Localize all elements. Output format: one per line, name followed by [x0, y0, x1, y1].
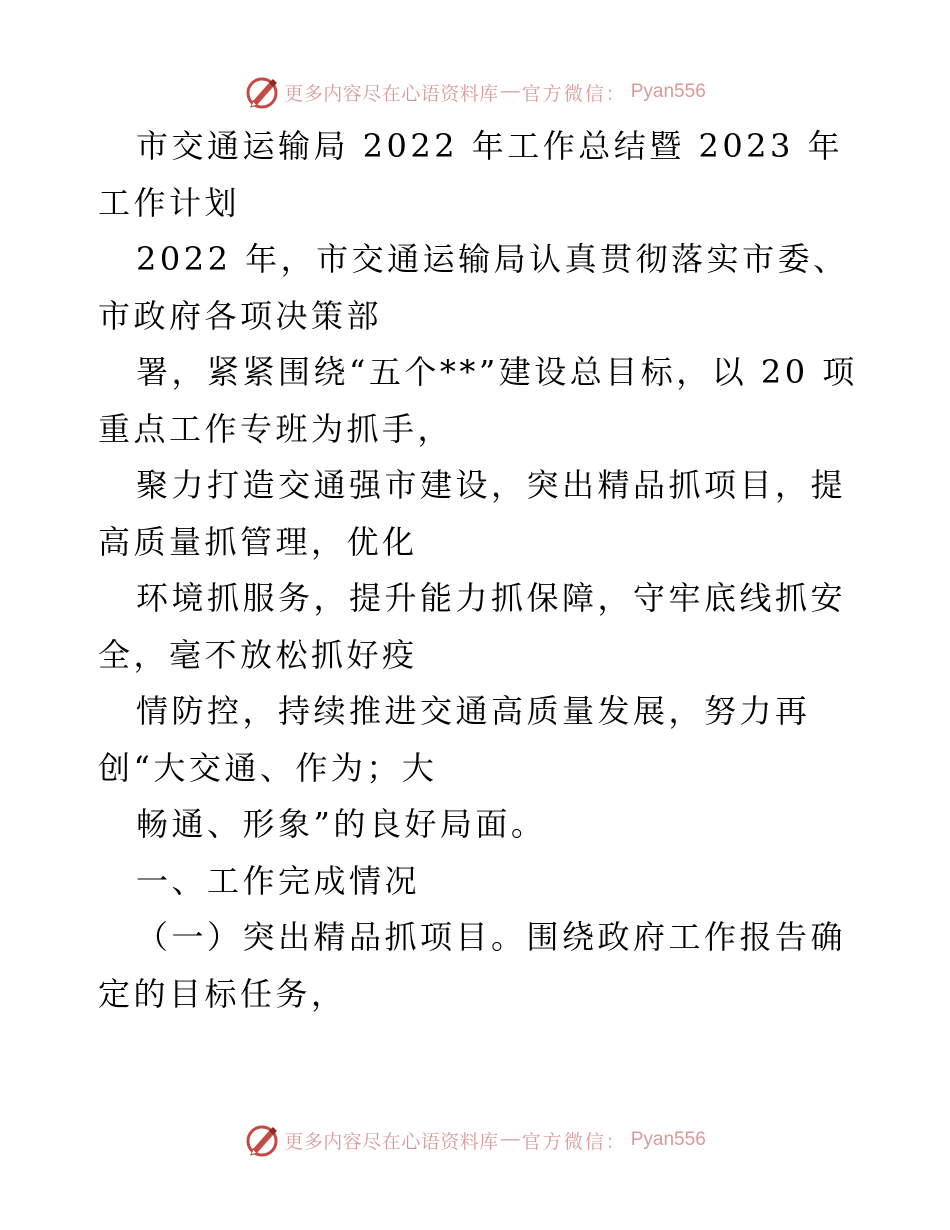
paragraph: 畅通、形象”的良好局面。: [136, 805, 547, 843]
paragraph: （一）突出精品抓项目。围绕政府工作报告确定的目标任务，: [98, 918, 847, 1013]
paragraph: 环境抓服务，提升能力抓保障，守牢底线抓安全，毫不放松抓好疫: [98, 579, 847, 674]
banner-contact: 官方微信：: [521, 82, 627, 105]
paragraph: 聚力打造交通强市建设，突出精品抓项目，提高质量抓管理，优化: [98, 466, 847, 561]
pen-logo-icon: [244, 1122, 280, 1158]
section-heading: 一、工作完成情况: [136, 861, 421, 900]
document-title: 市交通运输局 2022 年工作总结暨 2023 年工作计划: [98, 127, 844, 222]
paragraph: 2022 年，市交通运输局认真贯彻落实市委、市政府各项决策部: [98, 240, 849, 335]
banner-contact: 官方微信：: [521, 1130, 627, 1153]
paragraph: 情防控，持续推进交通高质量发展，努力再创“大交通、作为；大: [98, 692, 811, 787]
banner-wechat-id: Pyan556: [630, 1129, 706, 1150]
banner-wechat-id: Pyan556: [630, 81, 706, 102]
header-banner: [0, 72, 950, 112]
paragraph: 署，紧紧围绕“五个**”建设总目标，以 20 项重点工作专班为抓手，: [98, 353, 858, 448]
banner-text: 更多内容尽在心语资料库: [284, 82, 499, 105]
footer-banner: [0, 1120, 950, 1160]
banner-dash: —: [500, 1129, 520, 1150]
banner-text: 更多内容尽在心语资料库: [284, 1130, 499, 1153]
document-body: [98, 118, 858, 1022]
banner-dash: —: [500, 81, 520, 102]
pen-logo-icon: [244, 74, 280, 110]
